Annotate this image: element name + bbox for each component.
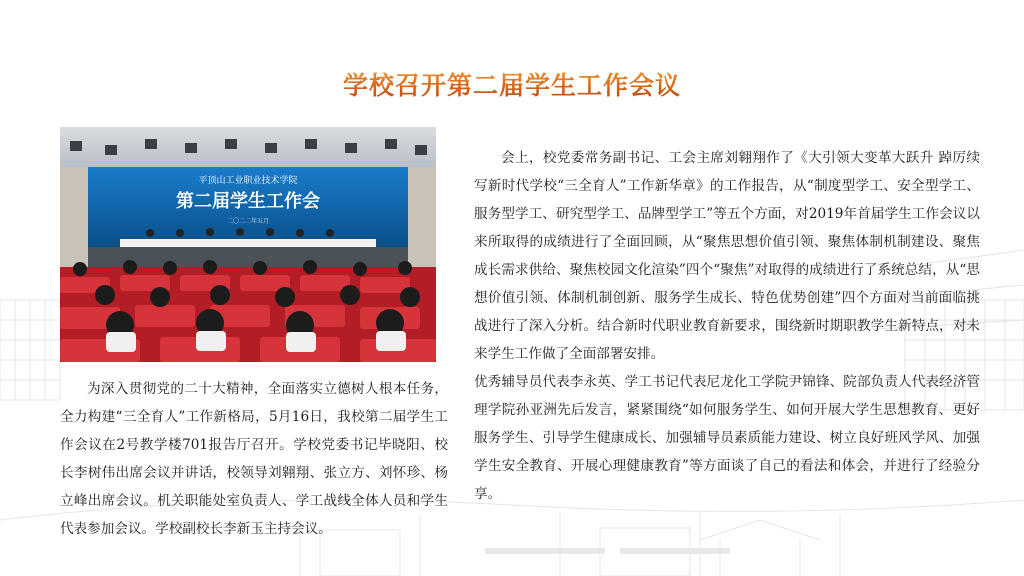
left-text-column	[60, 375, 448, 543]
conference-photo	[60, 127, 436, 362]
banner-school-name: 平顶山工业职业技术学院	[198, 176, 298, 186]
right-text-column	[474, 144, 980, 508]
banner-date: 二〇二二年五月	[226, 218, 270, 225]
report-paragraph: 会上，校党委常务副书记、工会主席刘翱翔作了《大引领大变革大跃升 踔厉续写新时代学校“三全育人”工作新华章》的工作报告，从“制度型学工、安全型学工、服务型学工、研究型学工、品牌型学工”等五个方面，对2019年首届学生工作会议以来所取得的成绩进行了全面回顾，从“聚焦思想价值引领、聚焦体制机制建设、聚焦成长需求供给、聚焦校园文化渲染”四个“聚焦”对取得的成绩进行了系统总结，从“思想价值引领、体制机制创新、服务学生成长、特色优势创建”四个方面对当前面临挑战进行了深入分析。结合新时代职业教育新要求，围绕新时期职教学生新特点，对未来学生工作做了全面部署安排。	[474, 150, 980, 362]
page-title: 学校召开第二届学生工作会议	[0, 66, 1024, 102]
speeches-paragraph: 优秀辅导员代表李永英、学工书记代表尼龙化工学院尹锦锋、院部负责人代表经济管理学院孙亚洲先后发言，紧紧围绕“如何服务学生、如何开展大学生思想教育、更好服务学生、引导学生健康成长、加强辅导员素质能力建设、树立良好班风学风、加强学生安全教育、开展心理健康教育”等方面谈了自己的看法和体会，并进行了经验分享。	[474, 374, 980, 502]
intro-paragraph: 为深入贯彻党的二十大精神，全面落实立德树人根本任务，全力构建“三全育人”工作新格局，5月16日，我校第二届学生工作会议在2号教学楼701报告厅召开。学校党委书记毕晓阳、校长李树伟出席会议并讲话，校领导刘翱翔、张立方、刘怀珍、杨立峰出席会议。机关职能处室负责人、学工战线全体人员和学生代表参加会议。学校副校长李新玉主持会议。	[60, 381, 448, 537]
banner-event-title: 第二届学生工作会	[176, 191, 320, 212]
